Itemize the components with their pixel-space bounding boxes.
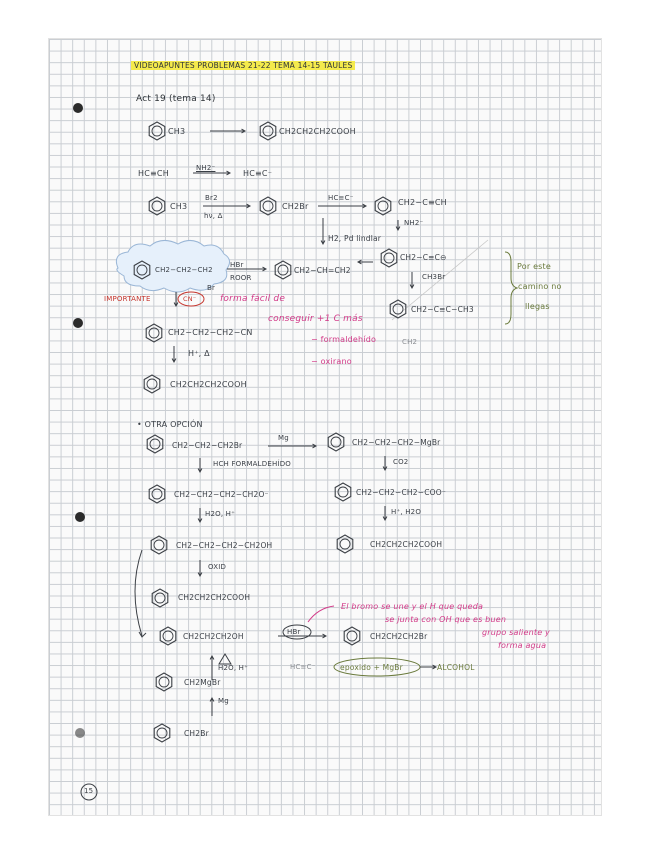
rxn1-left: CH3 xyxy=(168,127,186,136)
formaldehyde-struct: CH2 xyxy=(402,338,418,346)
page-header: VIDEOAPUNTES PROBLEMAS 21-22 TEMA 14-15 TAULES xyxy=(131,61,355,70)
left-alcohol: CH2−CH2−CH2−CH2OH xyxy=(176,541,273,550)
bottom-alcohol-word: ALCOHOL xyxy=(437,663,475,672)
left-workup: H2O, H⁺ xyxy=(205,510,236,518)
important-bullet2: − oxirano xyxy=(311,357,352,366)
alkyne-anion-product: CH2−C≡C−CH3 xyxy=(411,305,474,314)
acetylide-left: HC≡CH xyxy=(138,169,169,178)
left-acid: CH2CH2CH2COOH xyxy=(178,593,251,602)
bottom-bromide: CH2CH2CH2Br xyxy=(370,632,428,641)
cloud-hbr: HBr xyxy=(230,261,244,269)
act-label: Act 19 (tema 14) xyxy=(136,94,216,104)
alkyne-anion-reagent: CH3Br xyxy=(422,273,446,281)
rxn1-right: CH2CH2CH2COOH xyxy=(279,127,356,136)
important-label: IMPORTANTE xyxy=(104,295,151,303)
acetylide-reagent: NH2⁻ xyxy=(196,164,216,172)
left-mg: Mg xyxy=(278,434,289,442)
bottom-epoxide-workup: H2O, H⁺ xyxy=(218,664,249,672)
bottom-acetylide: HC≡C⁻ xyxy=(290,663,316,671)
pink-note-line2: se junta con OH que es buen xyxy=(385,615,507,624)
rxn3-reagent2: HC≡C⁻ xyxy=(328,194,354,202)
important-note2: conseguir +1 C más xyxy=(268,314,363,324)
cloud-roor: ROOR xyxy=(230,274,252,282)
acid1-label: CH2CH2CH2COOH xyxy=(170,380,247,389)
nitrile-reagent: H⁺, Δ xyxy=(188,349,210,358)
cloud-left: CH2−CH2−CH2 xyxy=(155,266,213,274)
otra-label: • OTRA OPCIÓN xyxy=(137,420,203,429)
pink-note-line1: El bromo se une y el H que queda xyxy=(341,602,484,611)
left-alkoxide: CH2−CH2−CH2−CH2O⁻ xyxy=(174,490,269,499)
right-acid: CH2CH2CH2COOH xyxy=(370,540,443,549)
important-cn: CN⁻ xyxy=(183,295,197,303)
bottom-alcohol: CH2CH2CH2OH xyxy=(183,632,244,641)
bottom-hbr: HBr xyxy=(287,628,301,636)
bottom-mg: Mg xyxy=(218,697,229,705)
pink-note-line4: forma agua xyxy=(498,641,547,650)
rxn3-start: CH3 xyxy=(170,202,188,211)
alkene-label: CH2−CH=CH2 xyxy=(294,266,351,275)
page-number: 15 xyxy=(84,787,94,795)
pink-note-line3: grupo saliente y xyxy=(482,628,550,637)
acetylide-right: HC≡C⁻ xyxy=(243,169,273,178)
right-co2: CO2 xyxy=(393,458,409,466)
alkyne-anion-label: CH2−C≡C⊖ xyxy=(400,253,447,262)
rxn3-lindlar: H2, Pd lindlar xyxy=(328,234,382,243)
right-carboxylate: CH2−CH2−CH2−COO⁻ xyxy=(356,488,446,497)
bottom-epoxido: epoxido + MgBr xyxy=(340,663,403,672)
rxn3-mid: CH2Br xyxy=(282,202,309,211)
cloud-br: Br xyxy=(207,284,216,292)
right-grignard: CH2−CH2−CH2−MgBr xyxy=(352,438,441,447)
rxn3-nh2: NH2⁻ xyxy=(404,219,424,227)
important-bullet1: − formaldehído xyxy=(311,335,377,344)
side-note-line3: llegas xyxy=(525,302,550,311)
left-oxid: OXID xyxy=(208,563,227,571)
nitrile-label: CH2−CH2−CH2−CN xyxy=(168,328,253,337)
left-start: CH2−CH2−CH2Br xyxy=(172,441,243,450)
important-note1: forma fácil de xyxy=(220,294,286,304)
bottom-benzyl: CH2Br xyxy=(184,729,209,738)
left-formaldehyde: HCH FORMALDEHÍDO xyxy=(213,460,292,468)
bottom-grignard: CH2MgBr xyxy=(184,678,221,687)
rxn3-reagent1-top: Br2 xyxy=(205,194,218,202)
rxn3-reagent1-bottom: hν, Δ xyxy=(204,212,223,220)
side-note-line1: Por este xyxy=(517,262,552,271)
right-workup: H⁺, H2O xyxy=(391,508,422,516)
rxn3-product: CH2−C≡CH xyxy=(398,198,447,207)
side-note-line2: camino no xyxy=(518,282,562,291)
